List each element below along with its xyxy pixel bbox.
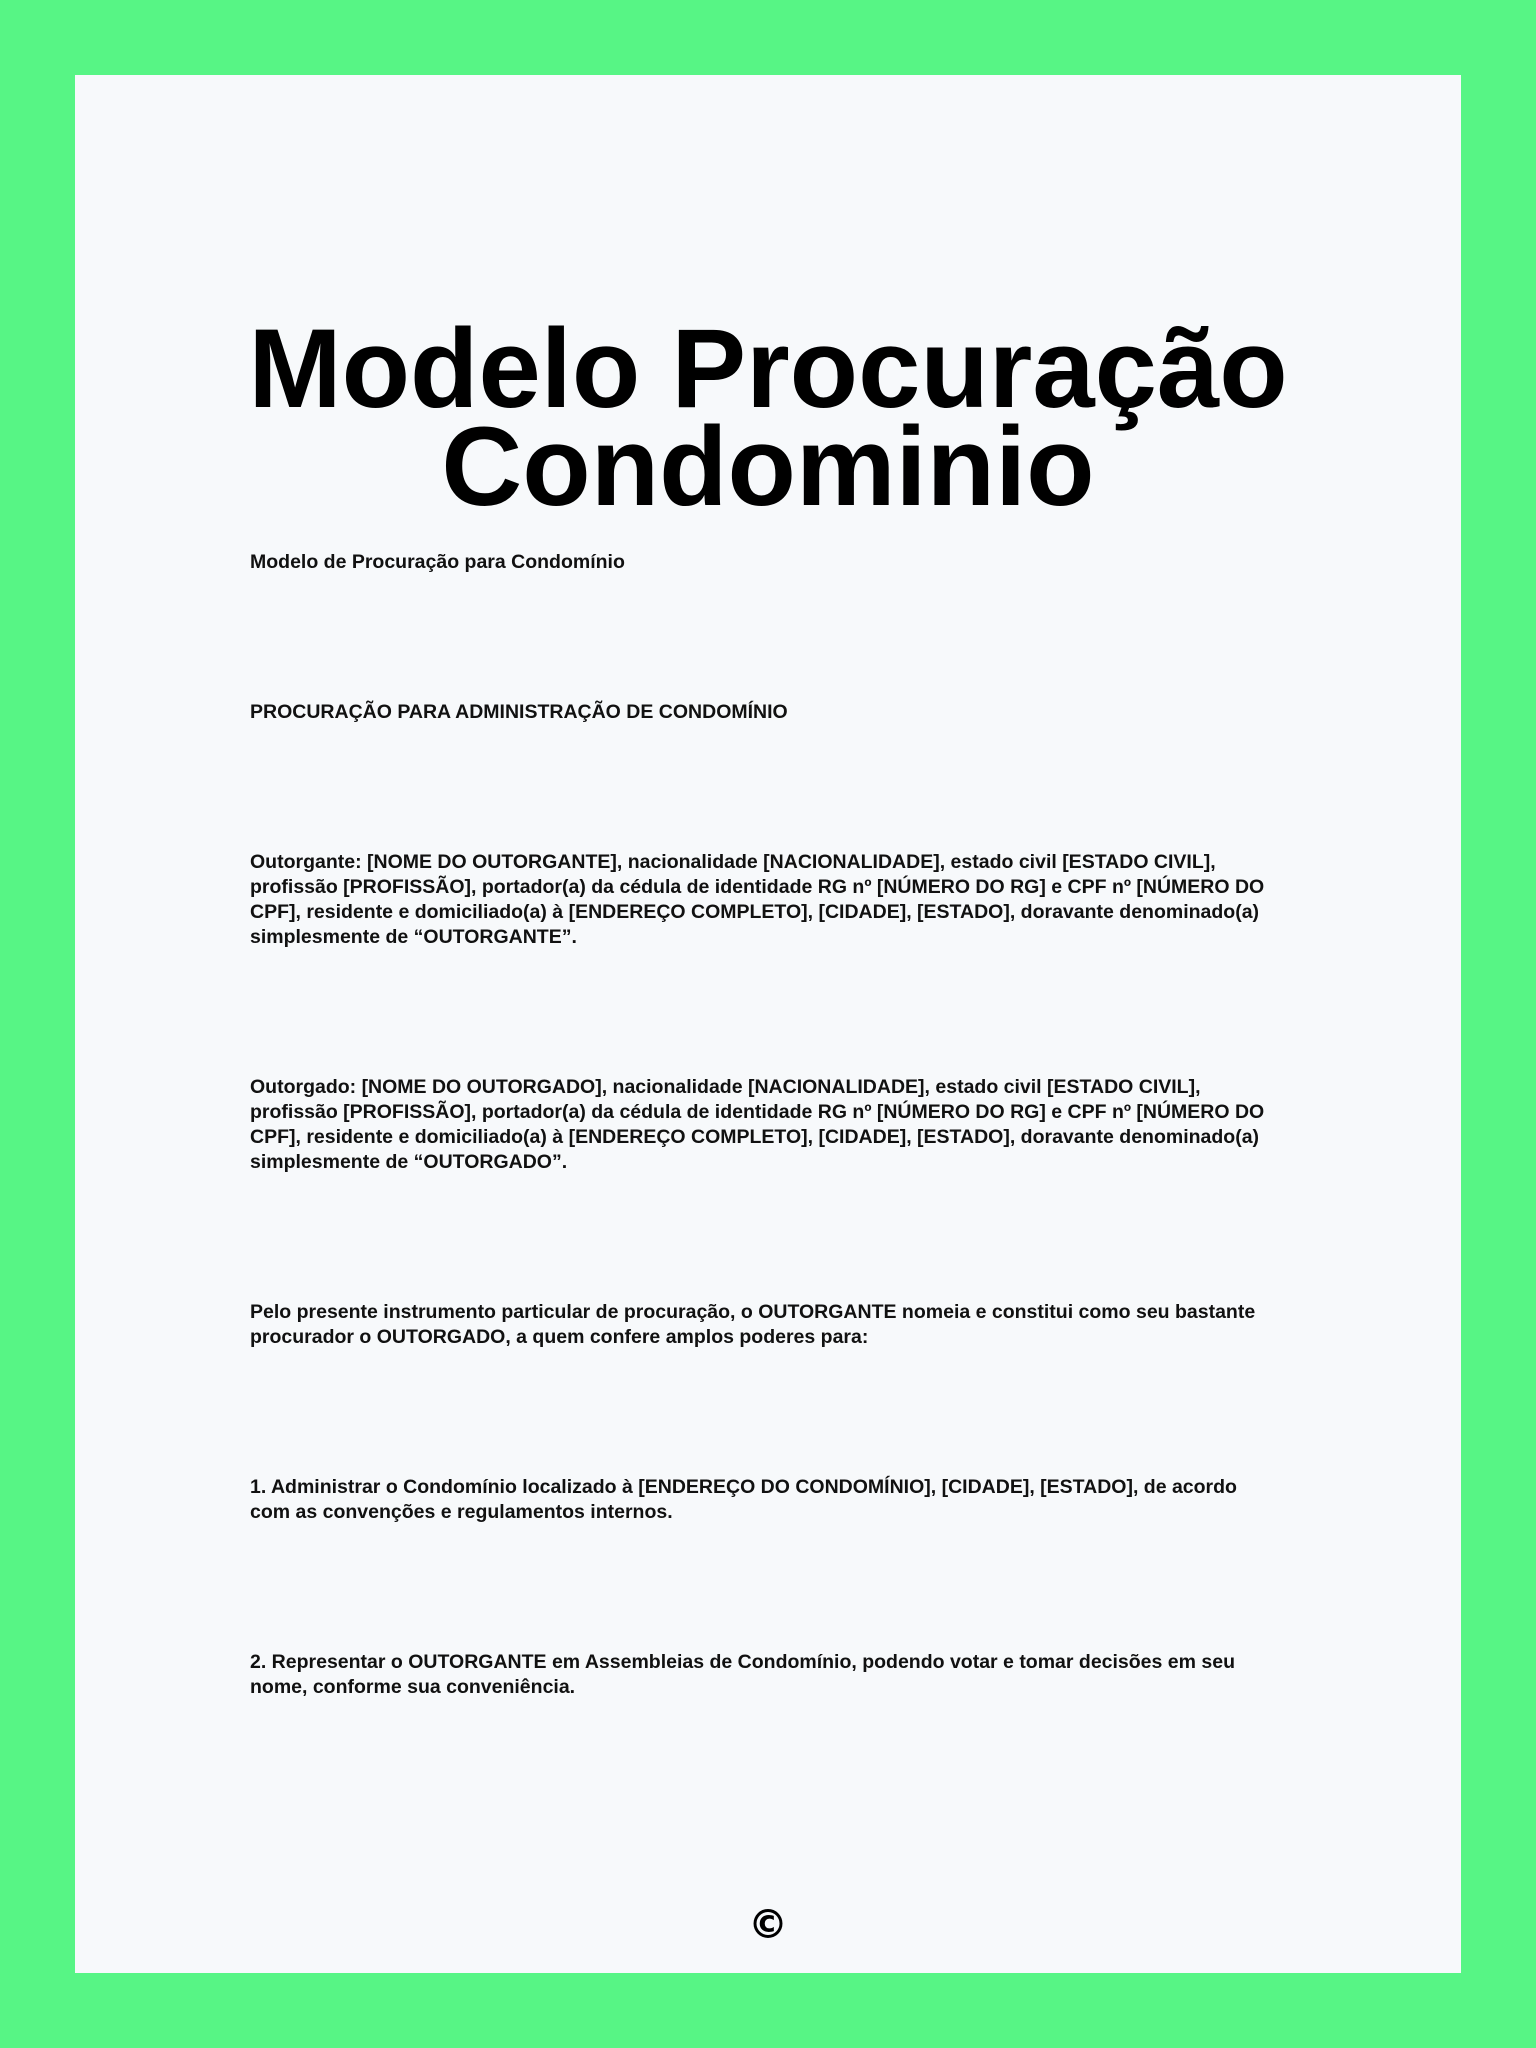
document-title xyxy=(75,306,1461,529)
title-line-1: Modelo Procuração xyxy=(248,306,1288,431)
power-item-2: 2. Representar o OUTORGANTE em Assembleias de Condomínio, podendo votar e tomar decisões em seu nome, conforme sua conveniência. xyxy=(250,1651,1235,1698)
power-item-1: 1. Administrar o Condomínio localizado à [ENDEREÇO DO CONDOMÍNIO], [CIDADE], [ESTADO], de acordo com as convenções e regulamentos internos. xyxy=(250,1476,1237,1523)
outorgante-paragraph: Outorgante: [NOME DO OUTORGANTE], nacionalidade [NACIONALIDADE], estado civil [ESTADO CIVIL], profissão [PROFISSÃO], portador(a) da cédula de identidade RG nº [NÚMERO DO RG] e CPF nº [NÚMERO DO CPF], residente e domiciliado(a) à [ENDEREÇO COMPLETO], [CIDADE], [ESTADO], doravante denominado(a) simplesmente de “OUTORGANTE”. xyxy=(250,851,1265,948)
powers-intro-paragraph: Pelo presente instrumento particular de procuração, o OUTORGANTE nomeia e constitui como seu bastante procurador o OUTORGADO, a quem confere amplos poderes para: xyxy=(250,1301,1256,1348)
title-line-2: Condominio xyxy=(441,404,1095,529)
outorgado-paragraph: Outorgado: [NOME DO OUTORGADO], nacionalidade [NACIONALIDADE], estado civil [ESTADO CIVIL], profissão [PROFISSÃO], portador(a) da cédula de identidade RG nº [NÚMERO DO RG] e CPF nº [NÚMERO DO CPF], residente e domiciliado(a) à [ENDEREÇO COMPLETO], [CIDADE], [ESTADO], doravante denominado(a) simplesmente de “OUTORGADO”. xyxy=(250,1076,1265,1173)
subtitle-paragraph: Modelo de Procuração para Condomínio xyxy=(250,551,625,573)
copyright-icon: © xyxy=(748,1902,788,1948)
document-page xyxy=(75,75,1461,1973)
section-heading: PROCURAÇÃO PARA ADMINISTRAÇÃO DE CONDOMÍNIO xyxy=(250,701,788,723)
